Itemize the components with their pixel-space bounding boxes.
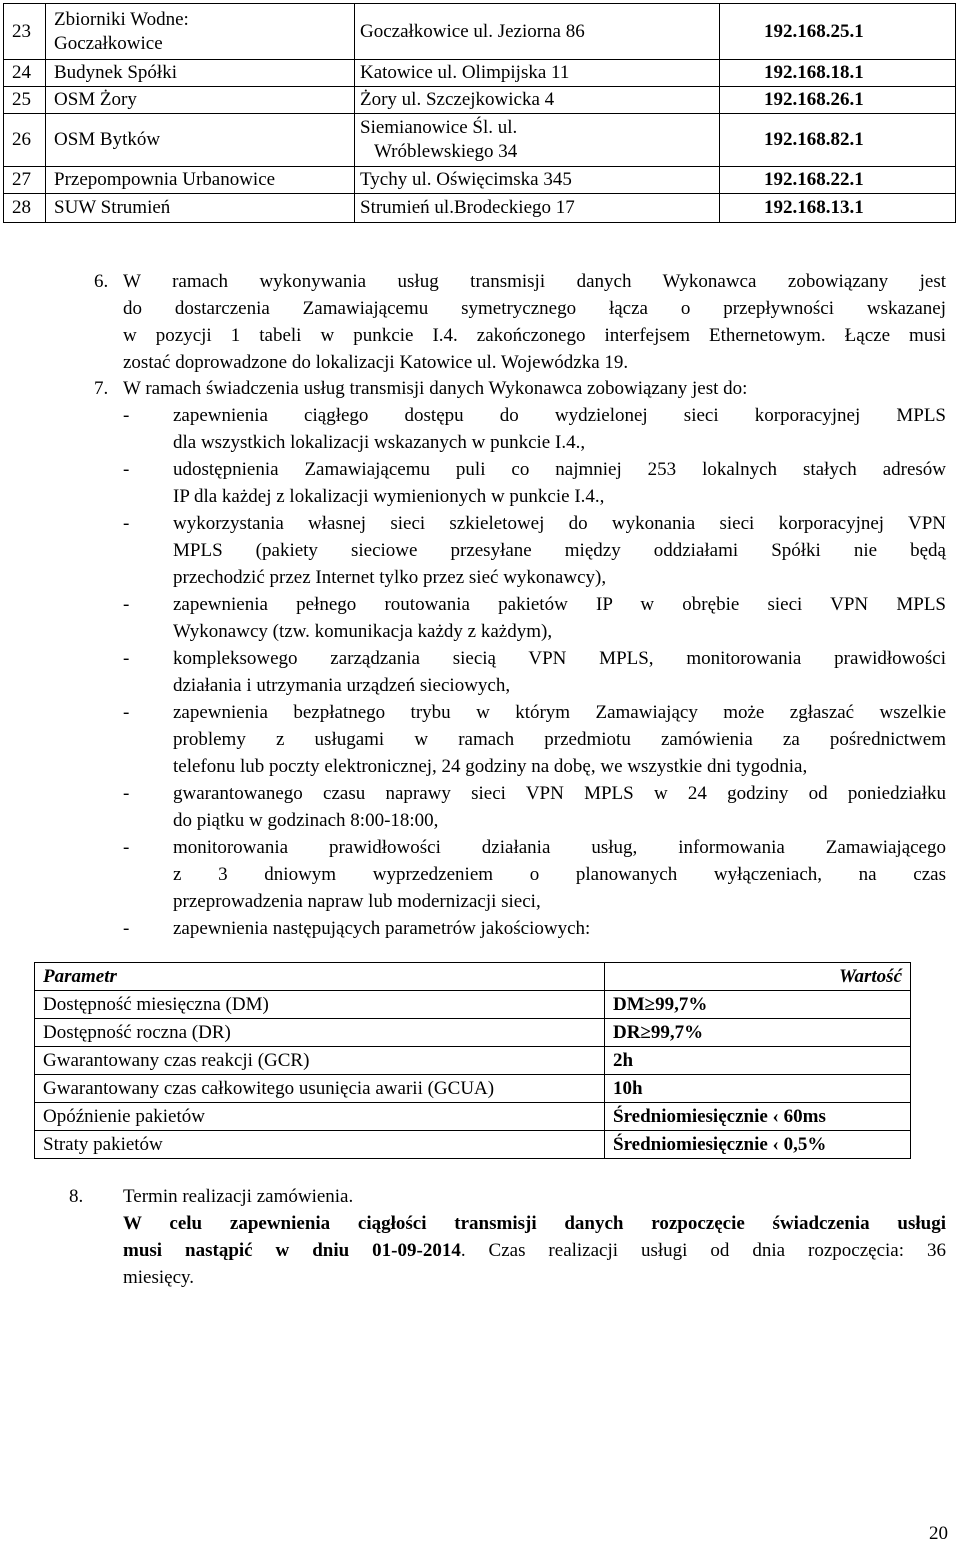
location-address: Żory ul. Szczejkowicka 4 <box>355 87 720 114</box>
location-address: Katowice ul. Olimpijska 11 <box>355 60 720 87</box>
parameter-value: Średniomiesięcznie ‹ 60ms <box>605 1103 911 1131</box>
section-6 <box>94 268 946 376</box>
location-address <box>355 114 720 167</box>
section-number: 6. <box>94 271 109 292</box>
location-address: Strumień ul.Brodeckiego 17 <box>355 194 720 223</box>
location-name: Przepompownia Urbanowice <box>46 167 355 194</box>
section-7 <box>94 375 946 402</box>
list-item-line: z 3 dniowym wyprzedzeniem o planowanych wyłączeniach, na czas <box>173 864 946 885</box>
list-item <box>123 915 946 942</box>
list-item <box>123 402 946 456</box>
parameter-value: DR≥99,7% <box>605 1019 911 1047</box>
list-item-line: zapewnienia bezpłatnego trybu w którym Zamawiający może zgłaszać wszelkie <box>173 702 946 723</box>
quality-parameters-table <box>34 962 911 1159</box>
paragraph-line: zostać doprowadzone do lokalizacji Katowice ul. Wojewódzka 19. <box>123 352 629 373</box>
list-item <box>123 510 946 591</box>
list-item-line: do piątku w godzinach 8:00-18:00, <box>173 810 439 831</box>
parameter-name: Straty pakietów <box>35 1131 605 1159</box>
section-7-intro: W ramach świadczenia usług transmisji danych Wykonawca zobowiązany jest do: <box>123 378 748 399</box>
table-row <box>4 87 956 114</box>
column-header-parameter: Parametr <box>35 963 605 991</box>
bullet-dash: - <box>123 648 130 669</box>
list-item-line: przechodzić przez Internet tylko przez sieć wykonawcy), <box>173 567 607 588</box>
parameter-value: 10h <box>605 1075 911 1103</box>
list-item <box>123 699 946 780</box>
section-8-text <box>123 1183 946 1291</box>
location-name <box>46 4 355 60</box>
table-row <box>35 1075 911 1103</box>
bullet-dash: - <box>123 837 130 858</box>
table-row <box>35 1047 911 1075</box>
parameter-value: DM≥99,7% <box>605 991 911 1019</box>
table-row <box>4 167 956 194</box>
location-name-line: Goczałkowice <box>54 32 163 54</box>
list-item-line: zapewnienia następujących parametrów jakościowych: <box>173 918 591 939</box>
paragraph-line: do dostarczenia Zamawiającemu symetrycznego łącza o przepływności wskazanej <box>123 298 946 319</box>
list-item-line: MPLS (pakiety sieciowe przesyłane między oddziałami Spółki nie będą <box>173 540 946 561</box>
table-row <box>4 4 956 60</box>
locations-table <box>3 3 956 223</box>
list-item-line: kompleksowego zarządzania siecią VPN MPLS, monitorowania prawidłowości <box>173 648 946 669</box>
parameter-name: Gwarantowany czas całkowitego usunięcia awarii (GCUA) <box>35 1075 605 1103</box>
list-item <box>123 834 946 915</box>
location-ip: 192.168.25.1 <box>720 4 956 60</box>
parameter-value: 2h <box>605 1047 911 1075</box>
list-item-line: IP dla każdej z lokalizacji wymienionych w punkcie I.4., <box>173 486 605 507</box>
row-number: 24 <box>4 60 46 87</box>
parameter-name: Opóźnienie pakietów <box>35 1103 605 1131</box>
bullet-dash: - <box>123 513 130 534</box>
section-8-title: Termin realizacji zamówienia. <box>123 1186 354 1207</box>
list-item <box>123 456 946 510</box>
row-number: 26 <box>4 114 46 167</box>
row-number: 28 <box>4 194 46 223</box>
bullet-dash: - <box>123 783 130 804</box>
table-row <box>4 114 956 167</box>
bullet-dash: - <box>123 459 130 480</box>
list-item-line: dla wszystkich lokalizacji wskazanych w punkcie I.4., <box>173 432 586 453</box>
parameter-name: Gwarantowany czas reakcji (GCR) <box>35 1047 605 1075</box>
location-address: Tychy ul. Oświęcimska 345 <box>355 167 720 194</box>
list-item-line: działania i utrzymania urządzeń sieciowych, <box>173 675 511 696</box>
location-address-line: Siemianowice Śl. ul. <box>360 117 518 138</box>
list-item-line: telefonu lub poczty elektronicznej, 24 godziny na dobę, we wszystkie dni tygodnia, <box>173 756 808 777</box>
list-item-line: wykorzystania własnej sieci szkieletowej do wykonania sieci korporacyjnej VPN <box>173 513 946 534</box>
list-item-line: problemy z usługami w ramach przedmiotu zamówienia za pośrednictwem <box>173 729 946 750</box>
requirements-list <box>123 402 946 942</box>
location-name: Budynek Spółki <box>46 60 355 87</box>
list-item-line: przeprowadzenia napraw lub modernizacji sieci, <box>173 891 541 912</box>
page-number: 20 <box>929 1523 948 1544</box>
table-header-row <box>35 963 911 991</box>
location-address-line: Wróblewskiego 34 <box>374 141 518 162</box>
list-item <box>123 645 946 699</box>
bullet-dash: - <box>123 405 130 426</box>
parameter-name: Dostępność miesięczna (DM) <box>35 991 605 1019</box>
list-item-line: Wykonawcy (tzw. komunikacja każdy z każdym), <box>173 621 553 642</box>
section-6-text <box>123 268 946 376</box>
bullet-dash: - <box>123 594 130 615</box>
location-ip: 192.168.22.1 <box>720 167 956 194</box>
location-ip: 192.168.26.1 <box>720 87 956 114</box>
location-ip: 192.168.18.1 <box>720 60 956 87</box>
location-ip: 192.168.82.1 <box>720 114 956 167</box>
list-item-line: gwarantowanego czasu naprawy sieci VPN MPLS w 24 godziny od poniedziałku <box>173 783 946 804</box>
table-row <box>35 991 911 1019</box>
paragraph-line <box>123 1237 946 1264</box>
location-name-line: Zbiorniki Wodne: <box>54 8 189 30</box>
row-number: 23 <box>4 4 46 60</box>
paragraph-line: W celu zapewnienia ciągłości transmisji danych rozpoczęcie świadczenia usługi <box>123 1213 946 1234</box>
table-row <box>35 1131 911 1159</box>
paragraph-line: miesięcy. <box>123 1267 195 1288</box>
list-item-line: zapewnienia pełnego routowania pakietów IP w obrębie sieci VPN MPLS <box>173 594 946 615</box>
list-item-line: udostępnienia Zamawiającemu puli co najmniej 253 lokalnych stałych adresów <box>173 459 946 480</box>
location-ip: 192.168.13.1 <box>720 194 956 223</box>
table-row <box>35 1103 911 1131</box>
list-item <box>123 780 946 834</box>
location-name: OSM Żory <box>46 87 355 114</box>
bullet-dash: - <box>123 918 130 939</box>
location-address: Goczałkowice ul. Jeziorna 86 <box>355 4 720 60</box>
table-row <box>4 60 956 87</box>
paragraph-line: w pozycji 1 tabeli w punkcie I.4. zakończonego interfejsem Ethernetowym. Łącze musi <box>123 325 946 346</box>
row-number: 25 <box>4 87 46 114</box>
list-item-line: monitorowania prawidłowości działania usług, informowania Zamawiającego <box>173 837 946 858</box>
table-row <box>35 1019 911 1047</box>
list-item-line: zapewnienia ciągłego dostępu do wydzielonej sieci korporacyjnej MPLS <box>173 405 946 426</box>
location-name: SUW Strumień <box>46 194 355 223</box>
section-number: 8. <box>69 1186 84 1207</box>
parameter-name: Dostępność roczna (DR) <box>35 1019 605 1047</box>
section-number: 7. <box>94 378 109 399</box>
start-date-text: musi nastąpić w dniu 01-09-2014 <box>123 1240 461 1261</box>
location-name: OSM Bytków <box>46 114 355 167</box>
bullet-dash: - <box>123 702 130 723</box>
section-8 <box>69 1183 946 1291</box>
list-item <box>123 591 946 645</box>
paragraph-line: W ramach wykonywania usług transmisji danych Wykonawca zobowiązany jest <box>123 271 946 292</box>
row-number: 27 <box>4 167 46 194</box>
duration-text: . Czas realizacji usługi od dnia rozpoczęcia: 36 <box>460 1240 946 1261</box>
column-header-value: Wartość <box>605 963 911 991</box>
table-row <box>4 194 956 223</box>
parameter-value: Średniomiesięcznie ‹ 0,5% <box>605 1131 911 1159</box>
